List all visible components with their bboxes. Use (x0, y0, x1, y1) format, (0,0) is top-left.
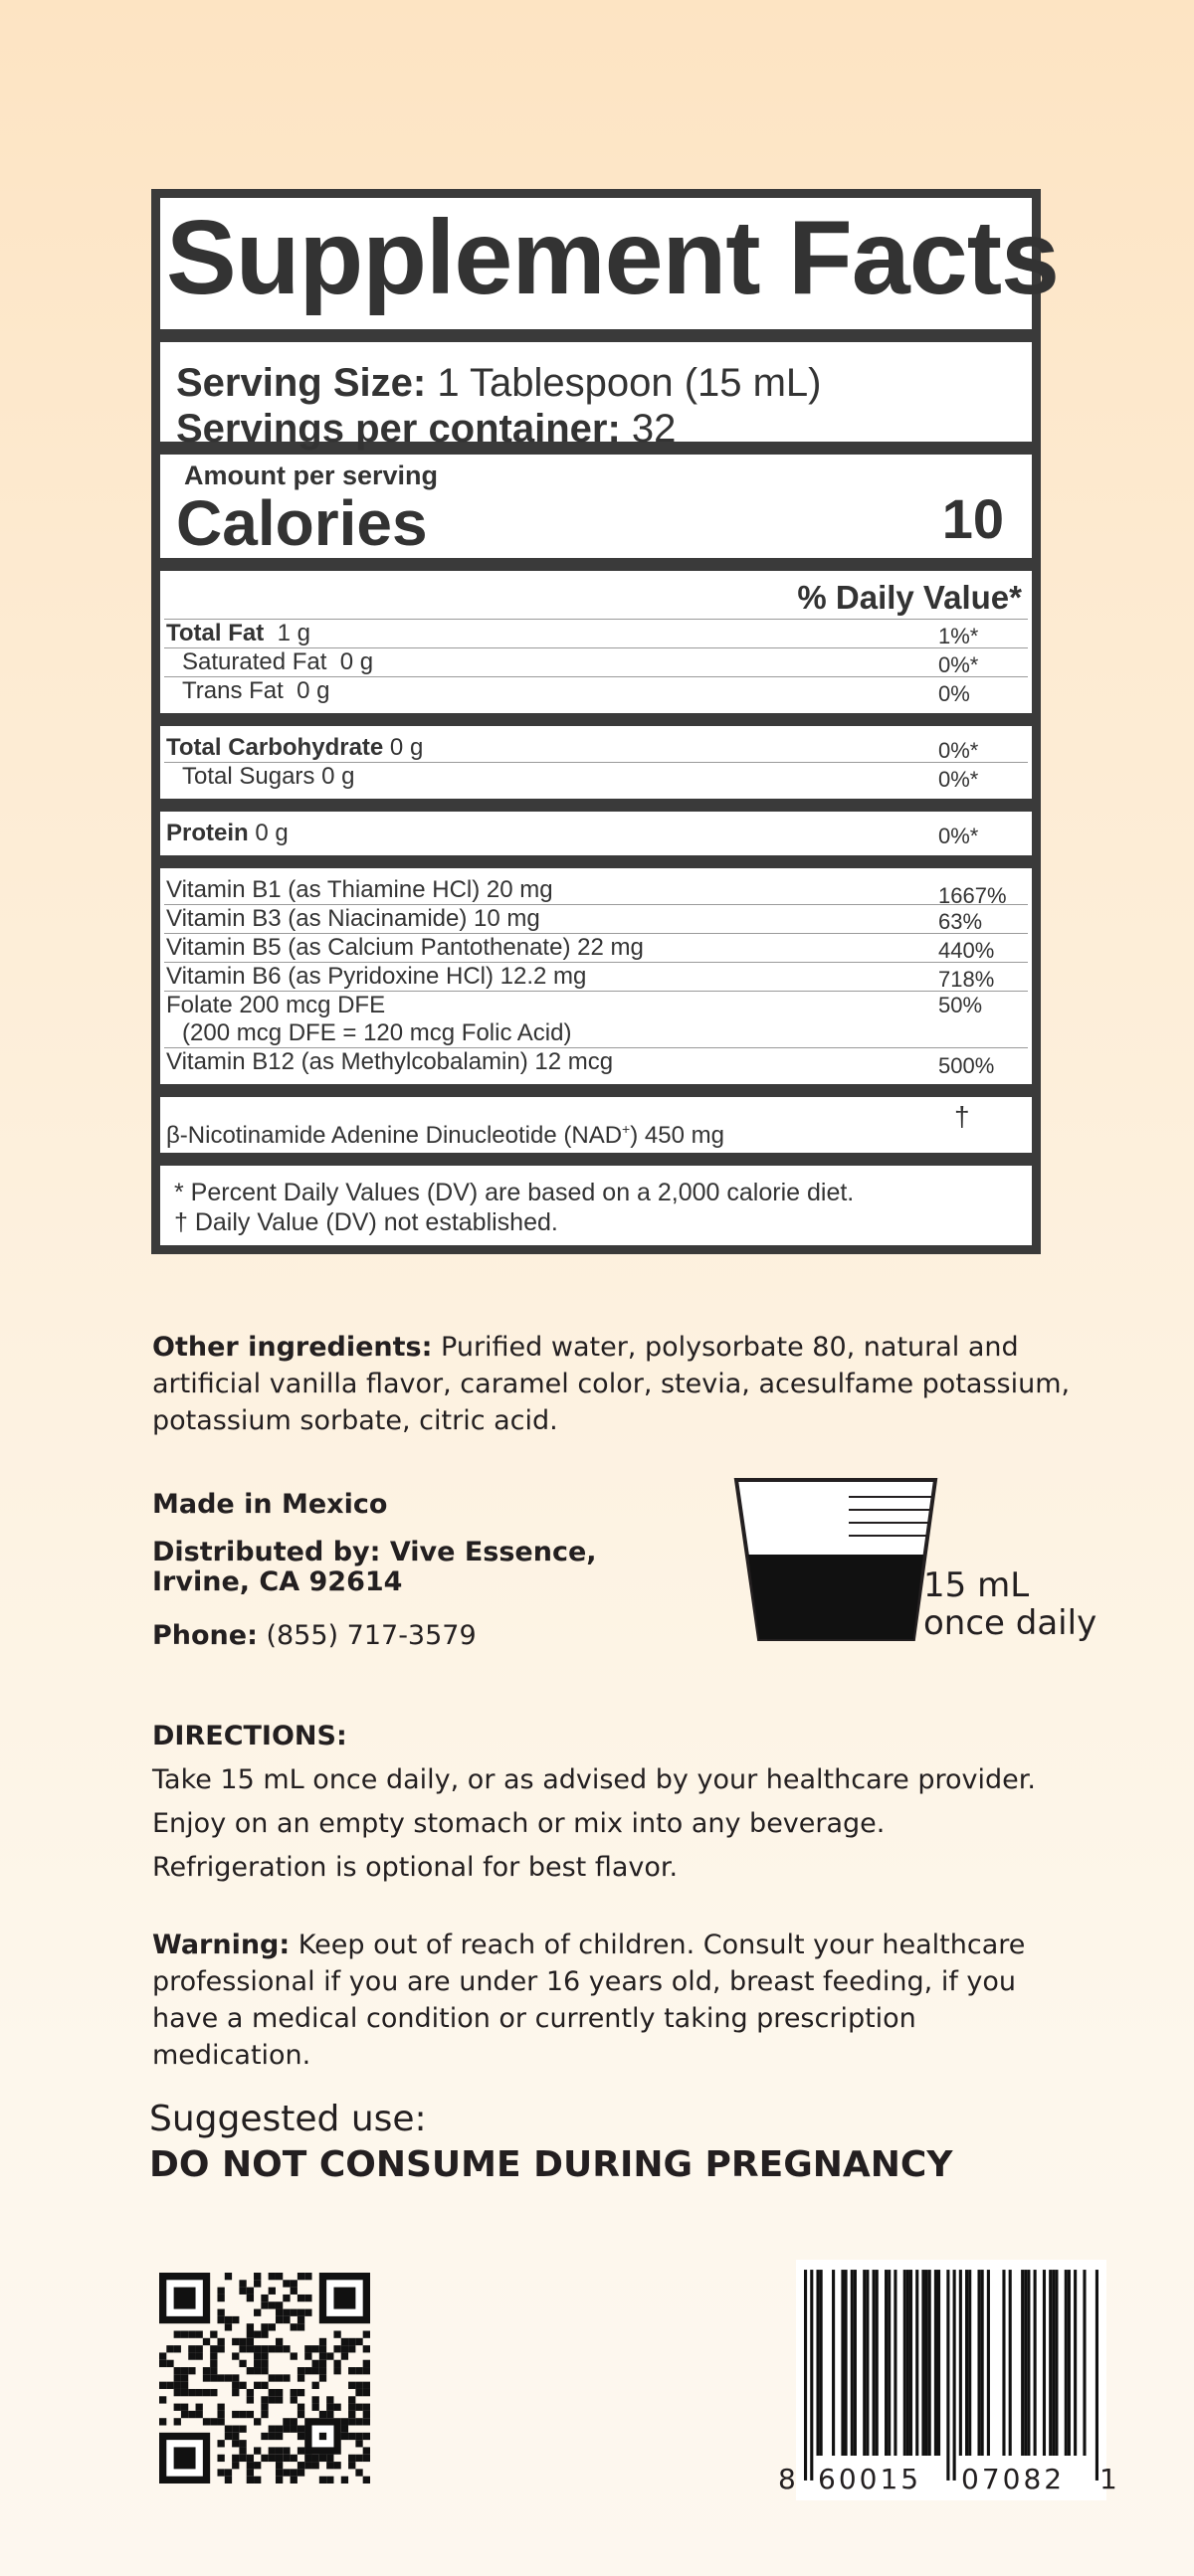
barcode-digit-last: 1 (1099, 2463, 1117, 2495)
footnote-dv: * Percent Daily Values (DV) are based on a 2,000 calorie diet. (174, 1179, 855, 1206)
other-ingredients: Other ingredients: Purified water, polysorbate 80, natural and artificial vanilla flavor, caramel color, stevia, acesulfame potassium, potassium sorbate, citric acid. (152, 1332, 1071, 1436)
servings-value: 32 (631, 407, 677, 451)
suggested-use: Suggested use: DO NOT CONSUME DURING PREGNANCY (149, 2099, 953, 2185)
directions: DIRECTIONS: Take 15 mL once daily, or as advised by your healthcare provider. Enjoy on an empty stomach or mix into any beverage. Refrigeration is optional for best flavor. (152, 1721, 1036, 1883)
facts-footnotes (160, 1166, 1032, 1245)
nad-row: β-Nicotinamide Adenine Dinucleotide (NAD+) 450 mg † (166, 1101, 970, 1149)
barcode-digits-right: 07082 (961, 2463, 1066, 2495)
barcode-digits-left: 60015 (818, 2463, 922, 2495)
directions-title: DIRECTIONS: (152, 1721, 347, 1751)
vitamin-row: Vitamin B1 (as Thiamine HCl) 20 mg 1667% (166, 876, 1007, 908)
vitamin-row: Vitamin B5 (as Calcium Pantothenate) 22 mg 440% (166, 934, 995, 963)
servings-label: Servings per container: (176, 407, 621, 451)
vitamin-row: Vitamin B3 (as Niacinamide) 10 mg 63% (166, 905, 983, 934)
qr-code (159, 2273, 370, 2484)
nutrient-row: Total Sugars 0 g 0%* (182, 763, 979, 792)
serving-info (160, 342, 1032, 451)
vitamin-row: Vitamin B6 (as Pyridoxine HCl) 12.2 mg 718% (166, 963, 995, 992)
supplement-facts-panel (151, 189, 1059, 1254)
vitamin-row: Folate 200 mcg DFE 50% (166, 992, 983, 1018)
barcode-digit-first: 8 (778, 2463, 796, 2495)
nutrient-row: Protein 0 g 0%* (166, 820, 979, 848)
cup-label: 15 mL once daily (923, 1565, 1097, 1643)
phone: Phone: (855) 717-3579 (152, 1620, 477, 1651)
calories-value: 10 (941, 487, 1004, 550)
facts-title: Supplement Facts (166, 199, 1059, 316)
made-in: Made in Mexico (152, 1489, 388, 1520)
nutrient-row: Total Fat 1 g 1%* (166, 620, 979, 648)
vitamin-row-note: (200 mcg DFE = 120 mcg Folic Acid) (182, 1019, 572, 1046)
serving-size-value: 1 Tablespoon (15 mL) (437, 361, 822, 405)
nutrient-row: Trans Fat 0 g 0% (182, 677, 970, 706)
serving-size-label: Serving Size: (176, 361, 427, 405)
calories-section (160, 455, 1032, 558)
warning: Warning: Keep out of reach of children. Consult your healthcare professional if you are under 16 years old, breast feeding, if you have a medical condition or currently taking prescription medication. (152, 1930, 1026, 2071)
calories-label: Calories (176, 487, 428, 559)
barcode (778, 2260, 1117, 2500)
daily-value-header: % Daily Value* (797, 579, 1022, 616)
amount-per-serving-label: Amount per serving (184, 460, 439, 490)
footnote-dagger: † Daily Value (DV) not established. (174, 1208, 558, 1236)
nutrient-row: Saturated Fat 0 g 0%* (182, 648, 979, 677)
measuring-cup-icon (731, 1477, 940, 1646)
distributor: Distributed by: Vive Essence, Irvine, CA 92614 (152, 1537, 597, 1597)
nutrient-row: Total Carbohydrate 0 g 0%* (166, 734, 979, 763)
vitamin-row: Vitamin B12 (as Methylcobalamin) 12 mcg 500% (166, 1048, 995, 1078)
